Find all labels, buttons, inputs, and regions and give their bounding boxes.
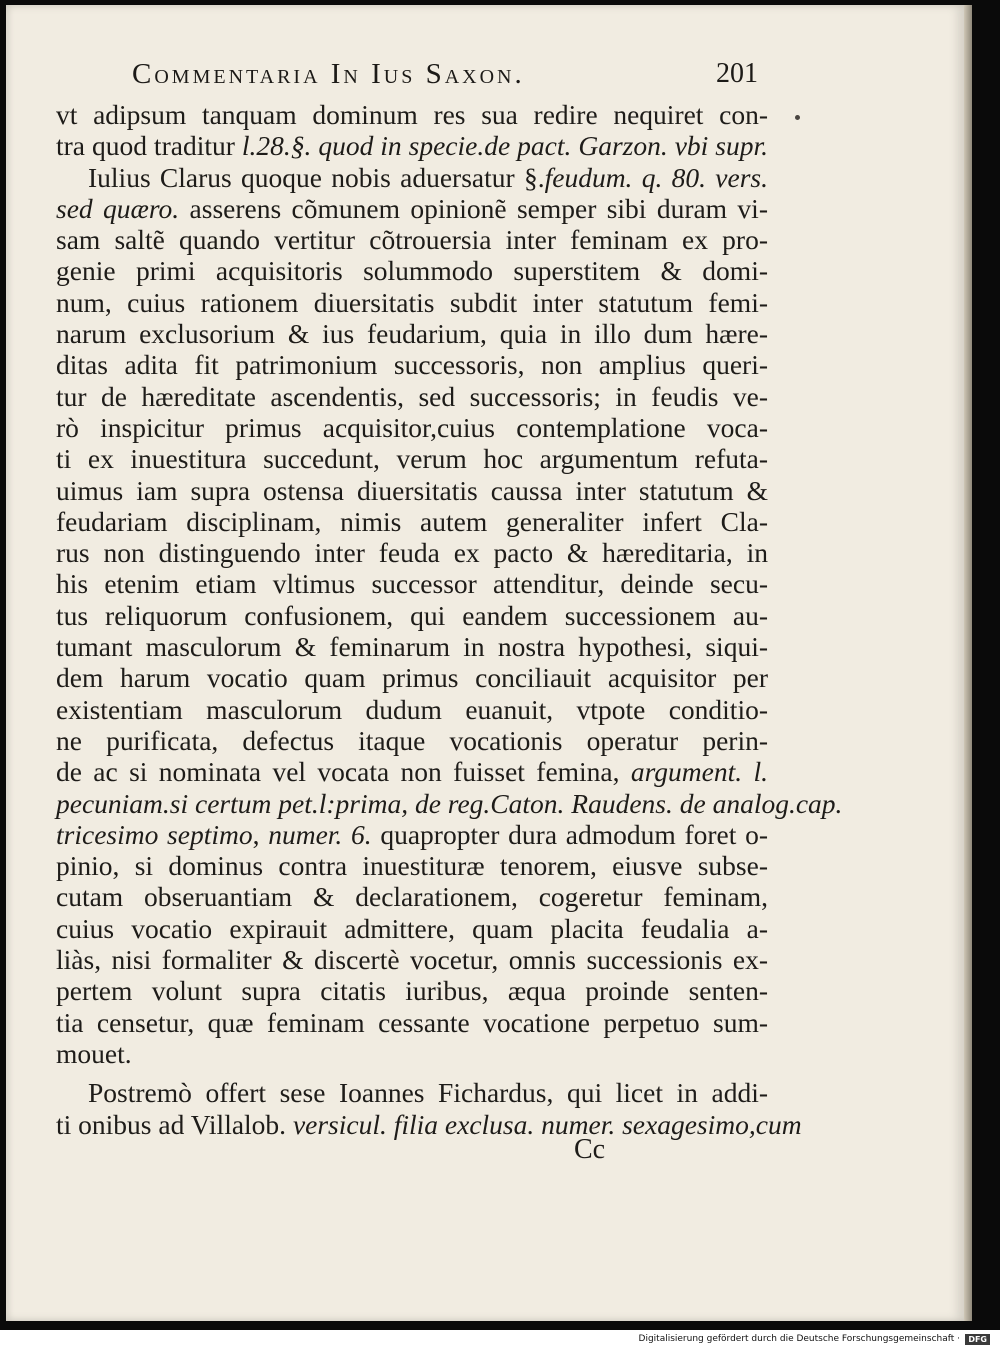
margin-mark bbox=[795, 115, 800, 120]
text-line bbox=[56, 443, 768, 474]
text-line bbox=[56, 787, 843, 819]
text-line bbox=[56, 506, 768, 537]
line-text: pertem volunt supra citatis iuribus, æqua proinde senten- bbox=[56, 975, 768, 1007]
text-line bbox=[56, 1108, 802, 1140]
line-text: cutam obseruantiam & declarationem, cogeretur feminam, bbox=[56, 881, 768, 913]
dfg-logo: DFG bbox=[965, 1334, 990, 1345]
text-line bbox=[56, 662, 768, 693]
line-text: dem harum vocatio quam primus conciliauit acquisitor per bbox=[56, 662, 768, 694]
text-line bbox=[56, 881, 768, 912]
running-title: Commentaria In Ius Saxon. bbox=[132, 58, 525, 90]
text-line bbox=[56, 130, 768, 161]
text-line bbox=[56, 600, 768, 631]
text-line bbox=[56, 162, 768, 193]
line-text: rò inspicitur primus acquisitor,cuius contemplatione voca- bbox=[56, 411, 768, 443]
text-line bbox=[56, 631, 768, 662]
line-text: tumant masculorum & feminarum in nostra hypothesi, siqui- bbox=[56, 631, 768, 663]
line-text: Postremò offert sese Ioannes Fichardus, qui licet in addi- bbox=[88, 1077, 768, 1109]
line-text: feudariam disciplinam, nimis autem generaliter infert Cla- bbox=[56, 505, 768, 537]
text-line bbox=[56, 318, 768, 349]
line-text: his etenim etiam vltimus successor attenditur, deinde secu- bbox=[56, 568, 768, 600]
body-text bbox=[56, 99, 843, 1140]
line-text: de ac si nominata vel vocata non fuisset femina, bbox=[56, 756, 631, 788]
line-text: , bbox=[252, 818, 269, 850]
line-text: sam saltẽ quando vertitur cõtrouersia inter feminam ex pro- bbox=[56, 224, 768, 256]
line-text: narum exclusorium & ius feudarium, quia in illo dum hære- bbox=[56, 318, 768, 350]
line-text: vt adipsum tanquam dominum res sua redire nequiret con- bbox=[56, 99, 768, 130]
catchword: Cc bbox=[574, 1134, 606, 1165]
citation-text: sed quæro. bbox=[56, 192, 180, 224]
line-text: cuius vocatio expirauit admittere, quam placita feudalia a- bbox=[56, 912, 768, 944]
citation-text: tricesimo septimo bbox=[56, 818, 253, 850]
line-text: num, cuius rationem diuersitatis subdit inter statutum femi- bbox=[56, 286, 768, 318]
line-text: uimus iam supra ostensa diuersitatis caussa inter statutum & bbox=[56, 474, 768, 506]
citation-text: numer. 6. bbox=[268, 818, 372, 850]
line-text: ditas adita fit patrimonium successoris, non amplius queri- bbox=[56, 349, 768, 381]
text-line bbox=[56, 537, 768, 568]
citation-text: pecuniam.si certum pet.l:prima, de reg.Caton. Raudens. de analog.cap. bbox=[56, 787, 843, 819]
line-text: liàs, nisi formaliter & discertè vocetur, omnis successionis ex- bbox=[56, 944, 768, 976]
citation-text: feudum. q. 80. vers. bbox=[544, 161, 768, 193]
text-line bbox=[56, 349, 768, 380]
text-line bbox=[56, 694, 768, 725]
page-edge bbox=[964, 5, 972, 1321]
text-line bbox=[56, 725, 768, 756]
text-line bbox=[56, 255, 768, 286]
line-text: existentiam masculorum dudum euanuit, vtpote conditio- bbox=[56, 693, 768, 725]
text-line bbox=[56, 1077, 768, 1108]
line-text: rus non distinguendo inter feuda ex pacto & hæreditaria, in bbox=[56, 537, 768, 569]
text-line bbox=[56, 975, 768, 1006]
citation-text: versicul. filia exclusa. numer. sexagesimo,cum bbox=[292, 1108, 802, 1140]
line-text: Iulius Clarus quoque nobis aduersatur §. bbox=[88, 161, 545, 193]
line-text: genie primi acquisitoris solummodo superstitem & domi- bbox=[56, 255, 768, 287]
text-line bbox=[56, 756, 768, 787]
text-line bbox=[56, 224, 768, 255]
page-number: 201 bbox=[716, 58, 758, 89]
text-line bbox=[56, 381, 768, 412]
text-line bbox=[56, 944, 768, 975]
text-line bbox=[56, 819, 768, 850]
text-line bbox=[56, 913, 768, 944]
citation-text: l.28.§. quod in specie.de pact. Garzon. vbi supr. bbox=[241, 130, 768, 162]
line-text: pinio, si dominus contra inuestituræ tenorem, eiusve subse- bbox=[56, 850, 768, 882]
citation-text: argument. l. bbox=[630, 756, 769, 788]
text-line bbox=[56, 850, 768, 881]
line-text: tur de hæreditate ascendentis, sed successoris; in feudis ve- bbox=[56, 380, 768, 412]
text-line bbox=[56, 475, 768, 506]
line-text: tia censetur, quæ feminam cessante vocatione perpetuo sum- bbox=[56, 1006, 768, 1038]
text-line bbox=[56, 568, 768, 599]
digitization-credit: Digitalisierung gefördert durch die Deutsche Forschungsgemeinschaft · bbox=[638, 1334, 960, 1344]
text-line bbox=[56, 1038, 768, 1069]
text-line bbox=[56, 1007, 768, 1038]
line-text: quapropter dura admodum foret o- bbox=[371, 818, 768, 850]
text-line bbox=[56, 193, 768, 224]
text-line bbox=[56, 287, 768, 318]
line-text: ti ex inuestitura succedunt, verum hoc argumentum refuta- bbox=[56, 443, 768, 475]
paragraph-gap bbox=[56, 1069, 768, 1077]
line-text: ne purificata, defectus itaque vocationis operatur perin- bbox=[56, 724, 768, 756]
line-text: ti onibus ad Villalob. bbox=[56, 1108, 293, 1140]
line-text: tus reliquorum confusionem, qui eandem successionem au- bbox=[56, 599, 768, 631]
line-text: asserens cõmunem opinionẽ semper sibi duram vi- bbox=[179, 192, 768, 224]
line-text: tra quod traditur bbox=[56, 130, 242, 162]
text-line bbox=[56, 99, 768, 130]
line-text: mouet. bbox=[56, 1037, 132, 1069]
text-line bbox=[56, 412, 768, 443]
